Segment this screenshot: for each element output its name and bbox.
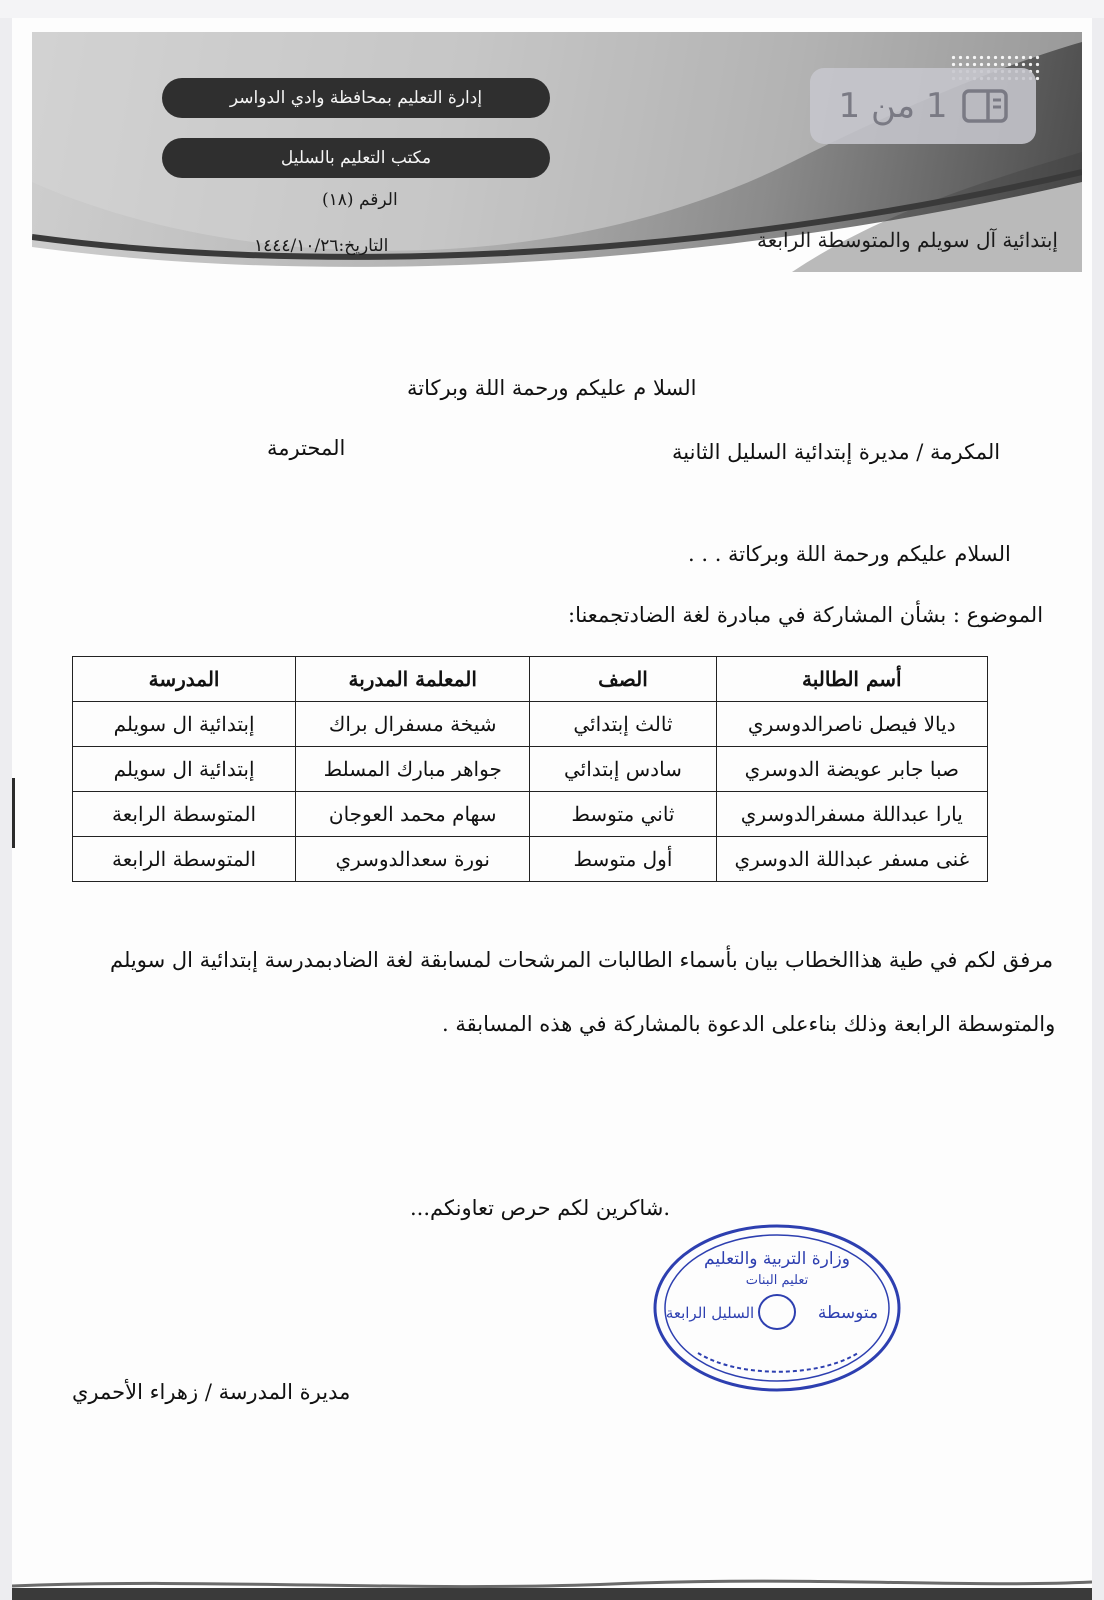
table-row <box>73 837 988 882</box>
viewer-top-bar <box>0 0 1104 18</box>
page-indicator[interactable] <box>810 68 1036 144</box>
header-grade: الصف <box>530 657 716 702</box>
honorific: المحترمة <box>267 436 346 460</box>
cell-teacher: جواهر مبارك المسلط <box>296 747 530 792</box>
header-school: المدرسة <box>73 657 296 702</box>
body-paragraph-line-1: مرفق لكم في طية هذاالخطاب بيان بأسماء الطالبات المرشحات لمسابقة لغة الضادبمدرسة إبتدائية ال سويلم <box>110 948 1054 972</box>
office-label: مكتب التعليم بالسليل <box>162 138 550 178</box>
stamp-line-3: متوسطة <box>817 1303 879 1323</box>
cell-student-name: ديالا فيصل ناصرالدوسري <box>716 702 987 747</box>
header-student-name: أسم الطالبة <box>716 657 987 702</box>
scan-margin-mark <box>12 778 15 848</box>
table-row <box>73 792 988 837</box>
table-row <box>73 747 988 792</box>
document-page <box>12 18 1092 1600</box>
subject-line: الموضوع : بشأن المشاركة في مبادرة لغة الضادتجمعنا: <box>568 603 1044 627</box>
body-paragraph-line-2: والمتوسطة الرابعة وذلك بناءعلى الدعوة بالمشاركة في هذه المسابقة . <box>442 1012 1056 1036</box>
cell-school: إبتدائية ال سويلم <box>73 702 296 747</box>
cell-grade: سادس إبتدائي <box>530 747 716 792</box>
cell-grade: ثاني متوسط <box>530 792 716 837</box>
cell-grade: ثالث إبتدائي <box>530 702 716 747</box>
students-table <box>72 656 988 882</box>
school-name: إبتدائية آل سويلم والمتوسطة الرابعة <box>757 228 1058 252</box>
cell-school: إبتدائية ال سويلم <box>73 747 296 792</box>
directorate-label: إدارة التعليم بمحافظة وادي الدواسر <box>162 78 550 118</box>
stamp-line-2: تعليم البنات <box>745 1273 809 1288</box>
official-stamp <box>648 1218 906 1398</box>
reference-number: الرقم (١٨) <box>322 190 398 210</box>
stamp-line-1: وزارة التربية والتعليم <box>704 1249 850 1269</box>
addressee-line: المكرمة / مديرة إبتدائية السليل الثانية <box>672 440 1001 464</box>
cell-grade: أول متوسط <box>530 837 716 882</box>
table-header-row <box>73 657 988 702</box>
cell-school: المتوسطة الرابعة <box>73 837 296 882</box>
cell-teacher: نورة سعدالدوسري <box>296 837 530 882</box>
page-layout-icon <box>962 89 1008 123</box>
cell-teacher: شيخة مسفرال براك <box>296 702 530 747</box>
cell-teacher: سهام محمد العوجان <box>296 792 530 837</box>
opening-greeting: السلا م عليكم ورحمة اللة وبركاتة <box>407 376 697 400</box>
page-indicator-label: 1 من 1 <box>838 86 948 126</box>
stamp-line-4: السليل الرابعة <box>665 1304 755 1322</box>
cell-student-name: غنى مسفر عبداللة الدوسري <box>716 837 987 882</box>
header-teacher: المعلمة المدربة <box>296 657 530 702</box>
table-row <box>73 702 988 747</box>
letter-date: التاريخ:١٤٤٤/١٠/٢٦ <box>254 236 389 256</box>
cell-student-name: يارا عبداللة مسفرالدوسري <box>716 792 987 837</box>
cell-school: المتوسطة الرابعة <box>73 792 296 837</box>
principal-signature: مديرة المدرسة / زهراء الأحمري <box>72 1380 351 1404</box>
footer-decoration <box>12 1558 1092 1600</box>
closing-thanks: .شاكرين لكم حرص تعاونكم... <box>410 1196 670 1220</box>
greeting-line: السلام عليكم ورحمة اللة وبركاتة . . . <box>688 542 1011 566</box>
cell-student-name: صبا جابر عويضة الدوسري <box>716 747 987 792</box>
